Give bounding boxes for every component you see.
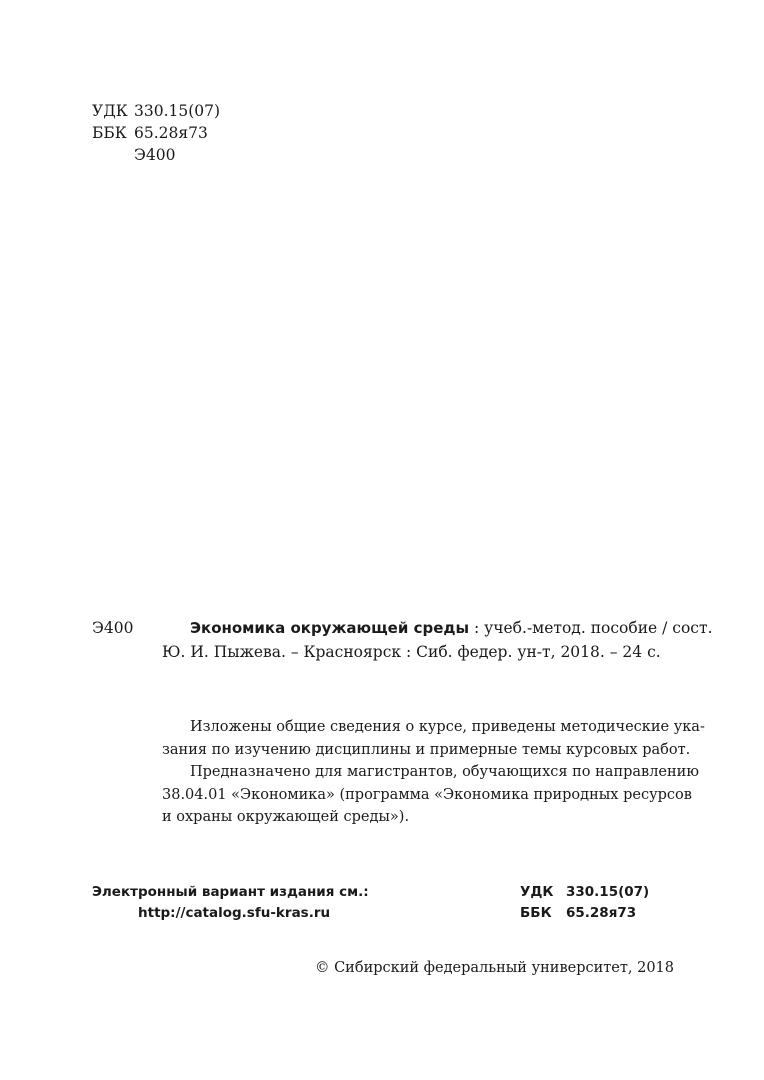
entry-line1-rest: : учеб.-метод. пособие / сост. <box>469 619 713 637</box>
abstract-line: Изложены общие сведения о курсе, приведены методические ука- <box>190 719 705 735</box>
author-mark: Э400 <box>134 146 176 164</box>
abstract-line: зания по изучению дисциплины и примерные темы курсовых работ. <box>162 741 691 758</box>
footer-bbk-label: ББК <box>520 905 552 921</box>
abstract <box>162 716 705 829</box>
bbk-value: 65.28я73 <box>134 124 208 142</box>
udk-value: 330.15(07) <box>134 102 221 120</box>
bbk-label: ББК <box>92 124 127 142</box>
entry-line2: Ю. И. Пыжева. – Красноярск : Сиб. федер. ун-т, 2018. – 24 с. <box>162 643 661 661</box>
copyright-notice: © Сибирский федеральный университет, 2018 <box>314 960 674 976</box>
book-title: Экономика окружающей среды <box>190 619 470 637</box>
abstract-line: и охраны окружающей среды»). <box>162 809 410 825</box>
bibliographic-entry <box>162 616 713 664</box>
footer-classification <box>520 882 650 924</box>
catalog-link[interactable]: http://catalog.sfu-kras.ru <box>138 905 331 921</box>
abstract-line: Предназначено для магистрантов, обучающихся по направлению <box>190 764 699 780</box>
footer-udk-label: УДК <box>520 884 554 900</box>
electronic-version-block <box>92 882 369 924</box>
udk-label: УДК <box>92 102 128 120</box>
footer-udk-value: 330.15(07) <box>566 884 650 900</box>
electronic-version-label: Электронный вариант издания см.: <box>92 884 369 900</box>
entry-author-mark: Э400 <box>92 619 134 637</box>
abstract-line: 38.04.01 «Экономика» (программа «Экономика природных ресурсов <box>162 786 692 803</box>
footer-bbk-value: 65.28я73 <box>566 905 637 921</box>
